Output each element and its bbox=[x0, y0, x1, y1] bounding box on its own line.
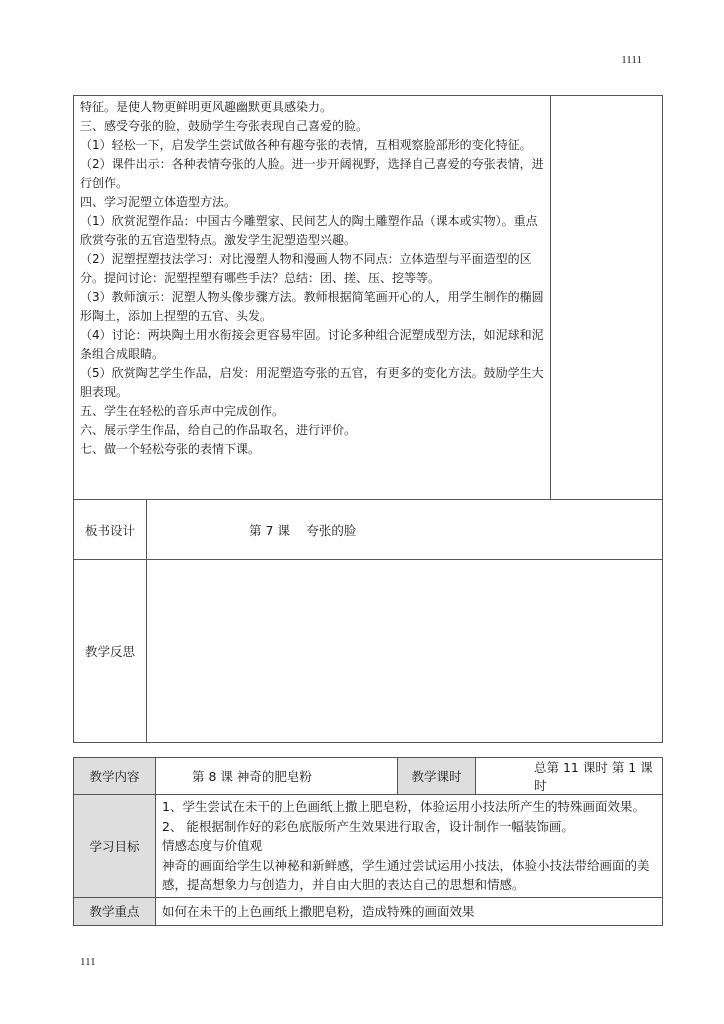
objective-item: 1、学生尝试在未干的上色画纸上撒上肥皂粉，体验运用小技法所产生的特殊画面效果。 bbox=[162, 799, 645, 814]
process-paragraph: （2）课件出示：各种表情夸张的人脸。进一步开阔视野，选择自己喜爱的夸张表情，进行创作。 bbox=[80, 157, 544, 190]
reflection-label: 教学反思 bbox=[74, 560, 147, 743]
process-paragraph: 七、做一个轻松夸张的表情下课。 bbox=[80, 442, 261, 456]
process-paragraph: （4）讨论：两块陶土用水衔接会更容易牢固。讨论多种组合泥塑成型方法，如泥球和泥条组合成眼睛。 bbox=[80, 328, 544, 361]
reflection-content bbox=[147, 560, 663, 743]
process-paragraph: 六、展示学生作品，给自己的作品取名，进行评价。 bbox=[80, 423, 357, 437]
key-points-content: 如何在未干的上色画纸上撒肥皂粉，造成特殊的画面效果 bbox=[156, 897, 663, 925]
process-row bbox=[74, 96, 663, 500]
reflection-row bbox=[74, 560, 663, 743]
board-design-row bbox=[74, 500, 663, 560]
lesson-plan-lower-table bbox=[73, 757, 663, 926]
objectives-content bbox=[156, 795, 663, 898]
board-design-label: 板书设计 bbox=[74, 500, 147, 560]
page-number-bottom: 111 bbox=[80, 956, 96, 968]
process-paragraph: 三、感受夸张的脸，鼓励学生夸张表现自己喜爱的脸。 bbox=[80, 119, 369, 133]
process-paragraph: （5）欣赏陶艺学生作品，启发：用泥塑造夸张的五官，有更多的变化方法。鼓励学生大胆表现。 bbox=[80, 366, 544, 399]
lesson-title: 第 8 课 神奇的肥皂粉 bbox=[156, 758, 398, 795]
process-paragraph: 四、学习泥塑立体造型方法。 bbox=[80, 195, 237, 209]
notes-cell bbox=[551, 96, 663, 500]
content-label: 教学内容 bbox=[74, 758, 156, 795]
process-paragraph: （1）轻松一下，启发学生尝试做各种有趣夸张的表情，互相观察脸部形的变化特征。 bbox=[80, 138, 532, 152]
page-number-top: 1111 bbox=[621, 54, 642, 66]
objectives-row bbox=[74, 795, 663, 898]
process-paragraph: （2）泥塑捏塑技法学习：对比漫塑人物和漫画人物不同点：立体造型与平面造型的区分。提问讨论：泥塑捏塑有哪些手法？总结：团、搓、压、挖等等。 bbox=[80, 252, 532, 285]
hours-value: 总第 11 课时 第 1 课时 bbox=[476, 758, 663, 795]
process-paragraph: 特征。是使人物更鲜明更风趣幽默更具感染力。 bbox=[80, 100, 333, 114]
process-paragraph: （1）欣赏泥塑作品：中国古今雕塑家、民间艺人的陶土雕塑作品（课本或实物）。重点欣赏夸张的五官造型特点。激发学生泥塑造型兴趣。 bbox=[80, 214, 538, 247]
objective-item: 神奇的画面给学生以神秘和新鲜感，学生通过尝试运用小技法，体验小技法带给画面的美感，提高想象力与创造力，并自由大胆的表达自己的思想和情感。 bbox=[162, 857, 650, 892]
key-points-row bbox=[74, 897, 663, 925]
objectives-label: 学习目标 bbox=[74, 795, 156, 898]
lesson-plan-upper-table bbox=[73, 95, 663, 743]
key-points-label: 教学重点 bbox=[74, 897, 156, 925]
process-paragraph: 五、学生在轻松的音乐声中完成创作。 bbox=[80, 404, 285, 418]
process-paragraph: （3）教师演示：泥塑人物头像步骤方法。教师根据简笔画开心的人，用学生制作的椭圆形陶土，添加上捏塑的五官、头发。 bbox=[80, 290, 544, 323]
hours-label: 教学课时 bbox=[398, 758, 476, 795]
teaching-process-cell bbox=[74, 96, 551, 500]
objective-item: 情感态度与价值观 bbox=[162, 838, 263, 853]
board-design-text: 第 7 课 夸张的脸 bbox=[147, 500, 663, 560]
header-row bbox=[74, 758, 663, 795]
objective-item: 2、 能根据制作好的彩色底版所产生效果进行取舍，设计制作一幅装饰画。 bbox=[162, 818, 574, 834]
